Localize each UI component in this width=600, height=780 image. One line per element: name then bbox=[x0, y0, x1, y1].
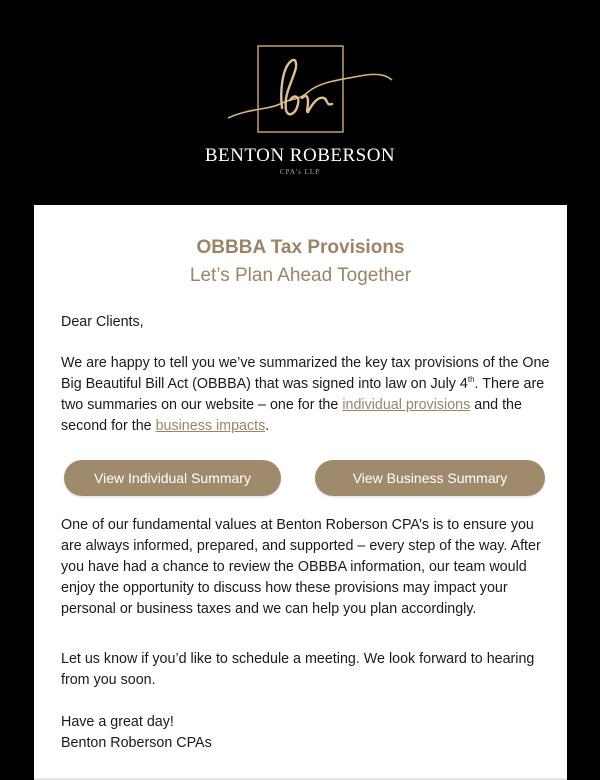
email-header bbox=[0, 0, 600, 205]
date-superscript: th bbox=[467, 375, 475, 385]
logo-br-monogram-icon bbox=[220, 40, 400, 140]
intro-text: We are happy to tell you we’ve summarized the key tax provisions of the One Big Beautiful Bill Act (OBBBA) that was signed into law on July 4 bbox=[61, 355, 550, 392]
meeting-paragraph: Let us know if you’d like to schedule a meeting. We look forward to hearing from you soon. bbox=[61, 651, 535, 688]
email-subtitle: Let’s Plan Ahead Together bbox=[189, 265, 412, 286]
brand-name: BENTON ROBERSON bbox=[204, 145, 396, 166]
brand-subtitle: CPA's LLP bbox=[279, 168, 321, 176]
view-business-summary-button[interactable]: View Business Summary bbox=[315, 460, 545, 496]
signoff-signature: Benton Roberson CPAs bbox=[61, 735, 212, 751]
intro-text: . There are two summaries on our website – one for the bbox=[61, 376, 545, 413]
intro-text: . bbox=[265, 418, 270, 434]
email-card bbox=[34, 205, 567, 780]
signoff-greeting: Have a great day! bbox=[61, 714, 174, 730]
values-paragraph: One of our fundamental values at Benton Roberson CPA’s is to ensure you are always informed, prepared, and supported – every step of the way. After you have had a chance to review the OBBBA information, our team would enjoy the opportunity to discuss how these provisions may impact your personal or business taxes and we can help you plan accordingly. bbox=[61, 517, 541, 617]
business-impacts-link[interactable]: business impacts bbox=[155, 418, 266, 434]
individual-provisions-link[interactable]: individual provisions bbox=[342, 397, 471, 413]
signoff bbox=[61, 712, 551, 754]
view-individual-summary-button[interactable]: View Individual Summary bbox=[64, 460, 281, 496]
greeting: Dear Clients, bbox=[61, 314, 144, 330]
email-title: OBBBA Tax Provisions bbox=[196, 237, 405, 258]
intro-paragraph bbox=[61, 353, 551, 437]
intro-text: and the second for the bbox=[61, 397, 522, 434]
